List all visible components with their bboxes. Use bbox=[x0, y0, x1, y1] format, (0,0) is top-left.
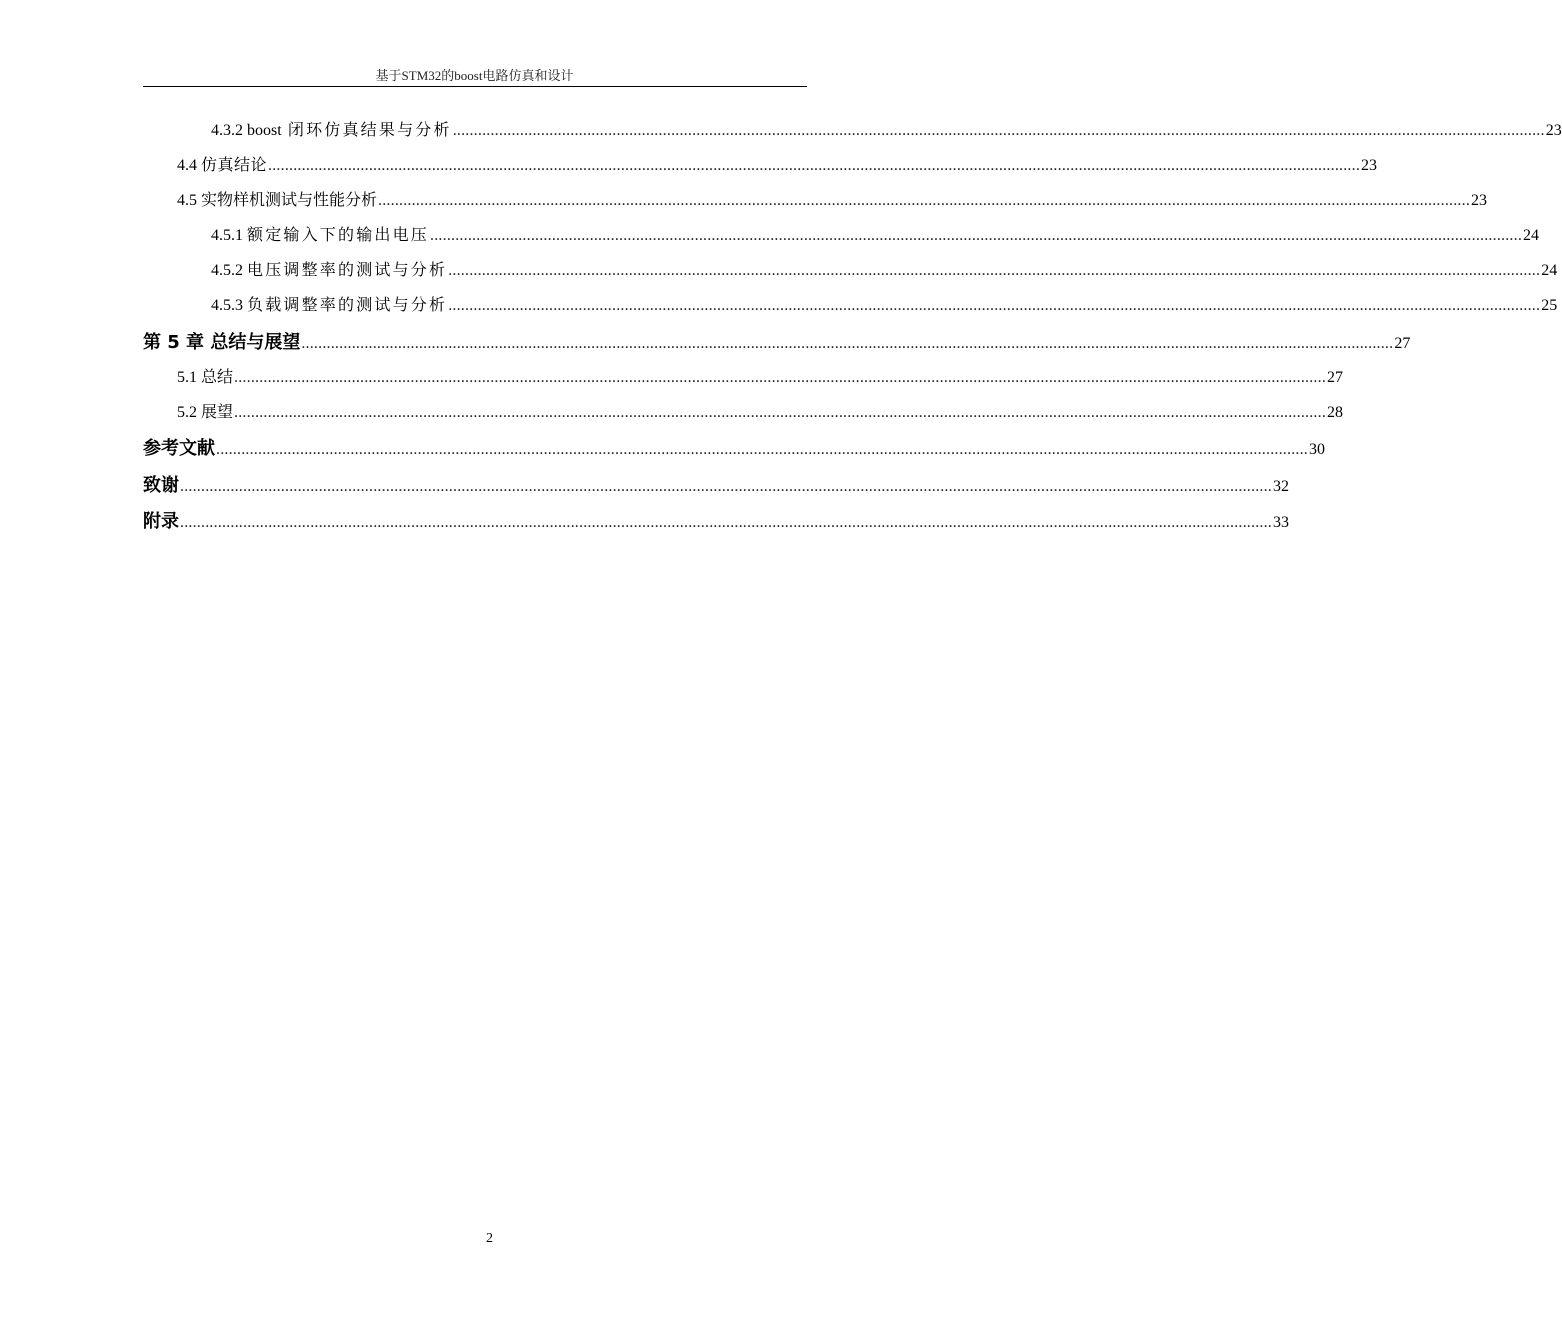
dot-leader: .................................................................................................................................................................................................................................................................... bbox=[268, 157, 1361, 174]
dot-leader: .................................................................................................................................................................................................................................................................... bbox=[234, 404, 1327, 421]
toc-entry-4-5-1[interactable] bbox=[143, 222, 1540, 246]
dot-leader: .................................................................................................................................................................................................................................................................... bbox=[448, 262, 1541, 279]
toc-entry-acknowledgements[interactable] bbox=[143, 471, 1289, 496]
page-number: 2 bbox=[486, 1231, 493, 1246]
toc-entry-number: 4.4 仿真结论 bbox=[177, 157, 268, 174]
toc-entry-4-5[interactable] bbox=[143, 187, 1488, 211]
toc-entry-page: 23 bbox=[1545, 122, 1562, 139]
toc-entry-page: 24 bbox=[1523, 227, 1540, 244]
toc-entry-chapter-5[interactable] bbox=[143, 328, 1411, 353]
running-header: 基于STM32的boost电路仿真和设计 bbox=[375, 68, 574, 83]
toc-entry-number: 4.5 实物样机测试与性能分析 bbox=[177, 192, 378, 209]
toc-entry-4-4[interactable] bbox=[143, 152, 1378, 176]
toc-entry-page: 32 bbox=[1273, 478, 1289, 495]
toc-entry-number: 4.3.2 boost 闭环仿真结果与分析 bbox=[211, 122, 452, 139]
dot-leader: .................................................................................................................................................................................................................................................................... bbox=[234, 369, 1327, 386]
dot-leader: .................................................................................................................................................................................................................................................................... bbox=[180, 514, 1272, 531]
toc-entry-number: 5.2 展望 bbox=[177, 404, 234, 421]
toc-entry-4-5-3[interactable] bbox=[143, 292, 1558, 316]
dot-leader: .................................................................................................................................................................................................................................................................... bbox=[430, 227, 1523, 244]
toc-entry-number: 4.5.1 额定输入下的输出电压 bbox=[211, 227, 430, 244]
dot-leader: .................................................................................................................................................................................................................................................................... bbox=[180, 478, 1272, 495]
toc-entry-number: 5.1 总结 bbox=[177, 369, 234, 386]
toc-entry-appendix[interactable] bbox=[143, 507, 1289, 532]
toc-entry-page: 24 bbox=[1541, 262, 1558, 279]
toc-entry-page: 25 bbox=[1541, 297, 1558, 314]
toc-entry-page: 23 bbox=[1361, 157, 1378, 174]
toc-entry-5-1[interactable] bbox=[143, 364, 1344, 388]
dot-leader: .................................................................................................................................................................................................................................................................... bbox=[216, 441, 1308, 458]
dot-leader: .................................................................................................................................................................................................................................................................... bbox=[448, 297, 1541, 314]
toc-entry-page: 27 bbox=[1394, 335, 1411, 352]
toc-entry-references[interactable] bbox=[143, 434, 1325, 459]
toc-entry-4-5-2[interactable] bbox=[143, 257, 1558, 281]
toc-entry-5-2[interactable] bbox=[143, 399, 1344, 423]
toc-chapter-title: 参考文献 bbox=[143, 438, 215, 459]
toc-chapter-title: 致谢 bbox=[143, 475, 179, 496]
toc-entry-number: 4.5.2 电压调整率的测试与分析 bbox=[211, 262, 448, 279]
dot-leader: .................................................................................................................................................................................................................................................................... bbox=[378, 192, 1471, 209]
toc-entry-page: 27 bbox=[1327, 369, 1344, 386]
dot-leader: .................................................................................................................................................................................................................................................................... bbox=[452, 122, 1545, 139]
toc-entry-4-3-2[interactable] bbox=[143, 117, 1562, 141]
toc-entry-page: 30 bbox=[1309, 441, 1325, 458]
toc-entry-number: 4.5.3 负载调整率的测试与分析 bbox=[211, 297, 448, 314]
toc-entry-page: 28 bbox=[1327, 404, 1344, 421]
toc-entry-page: 33 bbox=[1273, 514, 1289, 531]
toc-entry-page: 23 bbox=[1471, 192, 1488, 209]
toc-chapter-title: 第 5 章 总结与展望 bbox=[143, 332, 301, 353]
header-rule bbox=[143, 86, 807, 87]
toc-chapter-title: 附录 bbox=[143, 511, 179, 532]
dot-leader: .................................................................................................................................................................................................................................................................... bbox=[301, 335, 1394, 352]
